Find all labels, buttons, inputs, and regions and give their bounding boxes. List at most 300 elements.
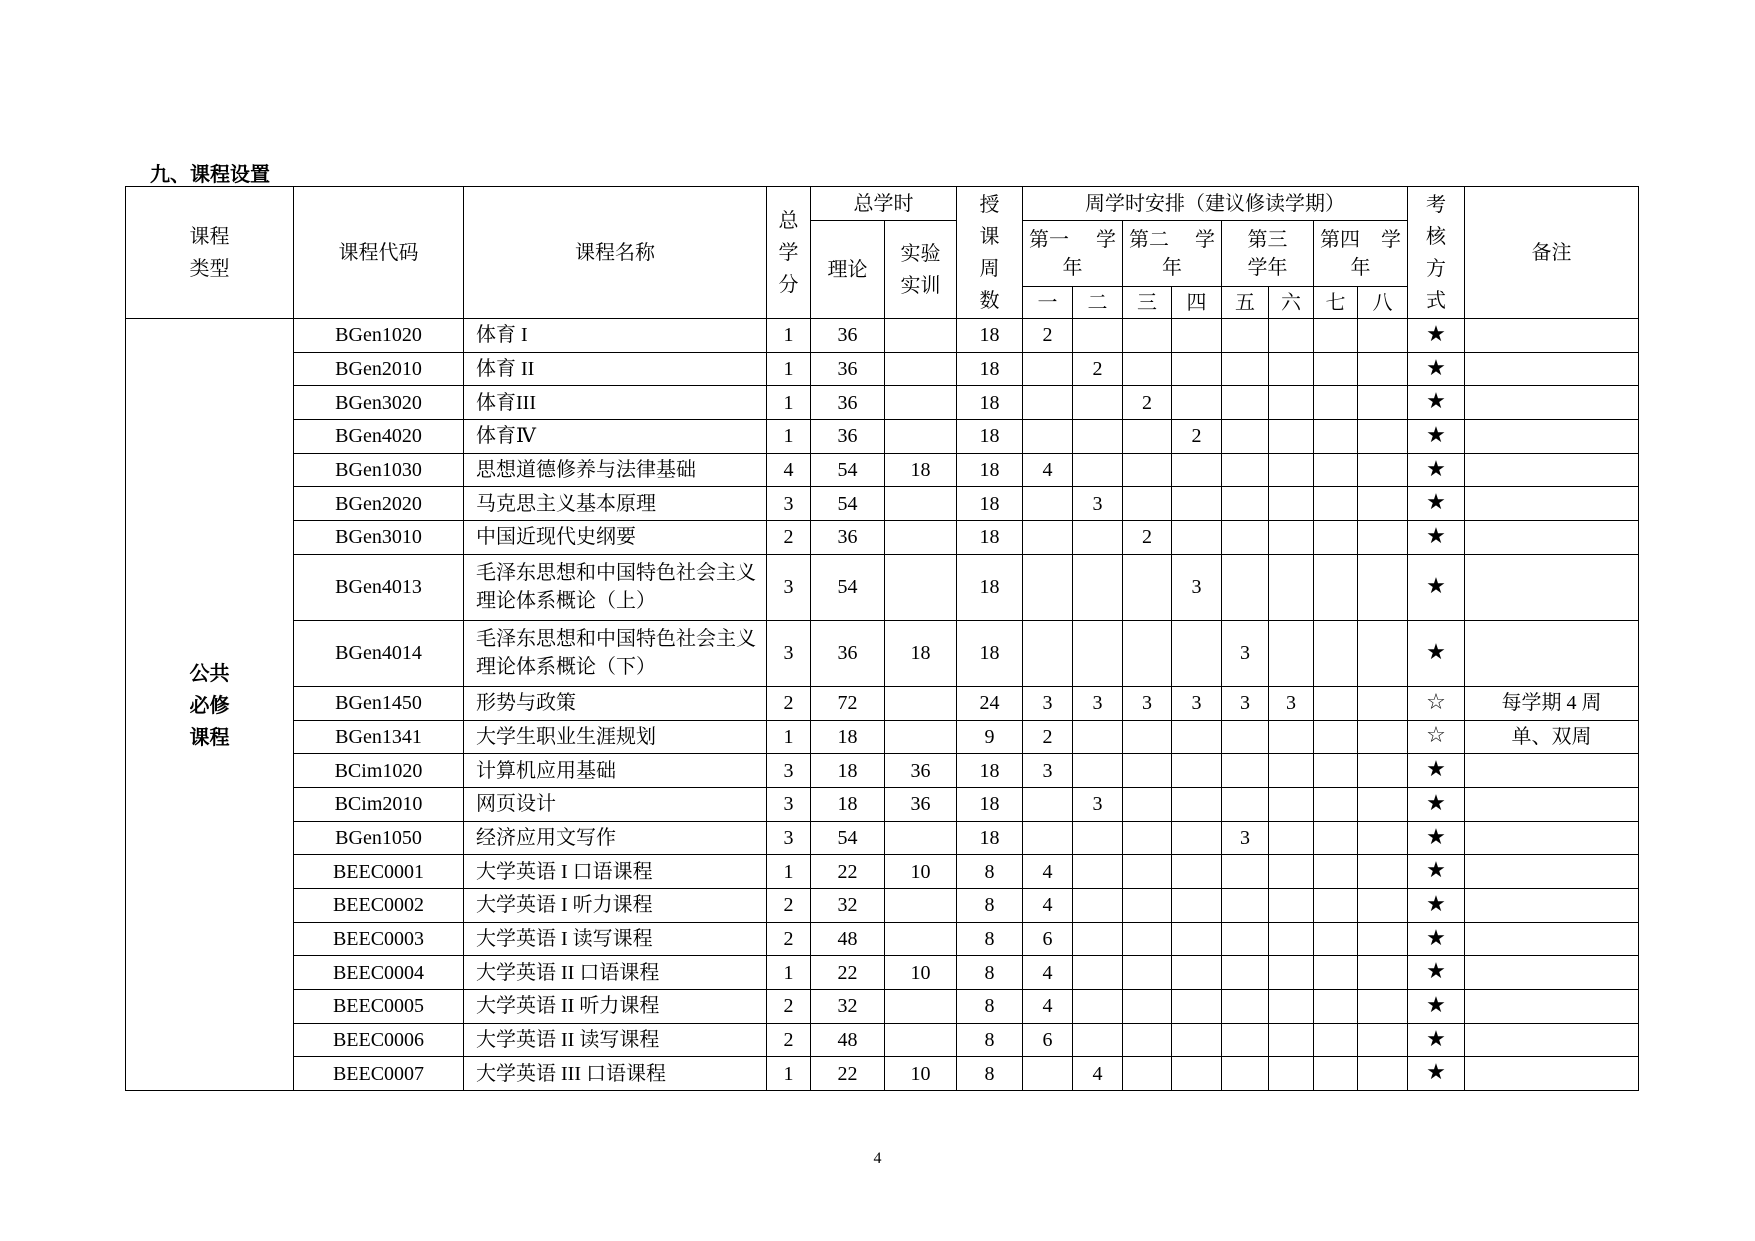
semester-hours	[1123, 319, 1172, 353]
course-practice-hours	[885, 487, 957, 521]
semester-hours	[1269, 554, 1314, 620]
semester-hours	[1172, 319, 1222, 353]
course-weeks: 18	[957, 352, 1023, 386]
page-number: 4	[873, 1150, 882, 1167]
course-remark	[1465, 521, 1639, 555]
course-weeks: 18	[957, 787, 1023, 821]
semester-hours	[1358, 888, 1408, 922]
course-remark	[1465, 990, 1639, 1024]
course-name: 大学英语 II 读写课程	[464, 1023, 767, 1057]
course-table	[125, 186, 1639, 1091]
table-row	[126, 787, 1639, 821]
course-practice-hours: 10	[885, 855, 957, 889]
assessment-mark: ★	[1408, 754, 1465, 788]
semester-hours	[1172, 855, 1222, 889]
semester-hours	[1314, 855, 1358, 889]
assessment-mark: ★	[1408, 1057, 1465, 1091]
course-weeks: 18	[957, 821, 1023, 855]
semester-hours	[1222, 521, 1269, 555]
table-row	[126, 319, 1639, 353]
header-year-3: 第三 学年	[1222, 221, 1314, 287]
course-practice-hours: 18	[885, 453, 957, 487]
semester-hours	[1172, 821, 1222, 855]
semester-hours	[1269, 420, 1314, 454]
course-remark	[1465, 787, 1639, 821]
semester-hours	[1073, 319, 1123, 353]
course-credits: 1	[767, 352, 811, 386]
header-semester: 三	[1123, 287, 1172, 319]
course-remark	[1465, 319, 1639, 353]
semester-hours	[1358, 855, 1408, 889]
semester-hours: 4	[1023, 453, 1073, 487]
course-credits: 1	[767, 855, 811, 889]
table-row	[126, 686, 1639, 720]
course-theory-hours: 54	[811, 821, 885, 855]
course-weeks: 8	[957, 990, 1023, 1024]
header-total-hours: 总学时	[811, 187, 957, 221]
course-practice-hours	[885, 888, 957, 922]
semester-hours	[1123, 1057, 1172, 1091]
semester-hours	[1123, 554, 1172, 620]
course-credits: 3	[767, 754, 811, 788]
course-code: BEEC0002	[294, 888, 464, 922]
course-weeks: 18	[957, 420, 1023, 454]
course-credits: 2	[767, 888, 811, 922]
header-semester: 五	[1222, 287, 1269, 319]
semester-hours	[1269, 821, 1314, 855]
table-row	[126, 352, 1639, 386]
course-name: 大学英语 II 听力课程	[464, 990, 767, 1024]
semester-hours	[1073, 888, 1123, 922]
semester-hours: 6	[1023, 1023, 1073, 1057]
header-weekly-schedule: 周学时安排（建议修读学期）	[1023, 187, 1408, 221]
semester-hours	[1358, 620, 1408, 686]
course-remark	[1465, 453, 1639, 487]
semester-hours	[1073, 554, 1123, 620]
semester-hours	[1023, 521, 1073, 555]
course-code: BGen4020	[294, 420, 464, 454]
course-theory-hours: 48	[811, 922, 885, 956]
table-body	[126, 319, 1639, 1091]
course-theory-hours: 36	[811, 386, 885, 420]
semester-hours	[1314, 521, 1358, 555]
semester-hours	[1172, 352, 1222, 386]
course-theory-hours: 18	[811, 787, 885, 821]
course-weeks: 8	[957, 1023, 1023, 1057]
semester-hours	[1269, 787, 1314, 821]
course-name: 大学英语 I 听力课程	[464, 888, 767, 922]
semester-hours	[1172, 1023, 1222, 1057]
semester-hours: 6	[1023, 922, 1073, 956]
semester-hours	[1358, 686, 1408, 720]
course-weeks: 18	[957, 620, 1023, 686]
course-weeks: 18	[957, 554, 1023, 620]
course-weeks: 18	[957, 386, 1023, 420]
semester-hours	[1172, 888, 1222, 922]
semester-hours	[1314, 922, 1358, 956]
course-credits: 1	[767, 420, 811, 454]
course-credits: 1	[767, 1057, 811, 1091]
semester-hours: 3	[1123, 686, 1172, 720]
course-credits: 2	[767, 1023, 811, 1057]
semester-hours	[1358, 956, 1408, 990]
header-semester: 七	[1314, 287, 1358, 319]
course-weeks: 18	[957, 453, 1023, 487]
table-row	[126, 487, 1639, 521]
course-name: 毛泽东思想和中国特色社会主义理论体系概论（下）	[464, 620, 767, 686]
semester-hours	[1073, 956, 1123, 990]
course-remark	[1465, 554, 1639, 620]
semester-hours	[1358, 487, 1408, 521]
semester-hours	[1269, 956, 1314, 990]
semester-hours	[1314, 453, 1358, 487]
semester-hours	[1172, 487, 1222, 521]
semester-hours	[1172, 754, 1222, 788]
semester-hours	[1023, 420, 1073, 454]
semester-hours	[1269, 487, 1314, 521]
course-theory-hours: 54	[811, 487, 885, 521]
semester-hours	[1314, 420, 1358, 454]
semester-hours: 2	[1073, 352, 1123, 386]
header-name: 课程名称	[464, 187, 767, 319]
semester-hours	[1172, 990, 1222, 1024]
course-theory-hours: 54	[811, 554, 885, 620]
semester-hours	[1172, 922, 1222, 956]
course-code: BGen1050	[294, 821, 464, 855]
semester-hours	[1269, 922, 1314, 956]
course-code: BGen1020	[294, 319, 464, 353]
semester-hours	[1073, 453, 1123, 487]
course-remark	[1465, 352, 1639, 386]
course-practice-hours	[885, 420, 957, 454]
semester-hours	[1023, 386, 1073, 420]
course-theory-hours: 72	[811, 686, 885, 720]
course-name: 体育 I	[464, 319, 767, 353]
course-theory-hours: 36	[811, 319, 885, 353]
table-row	[126, 754, 1639, 788]
semester-hours	[1358, 720, 1408, 754]
semester-hours	[1172, 386, 1222, 420]
course-remark	[1465, 386, 1639, 420]
semester-hours	[1314, 319, 1358, 353]
semester-hours	[1073, 821, 1123, 855]
header-practice: 实验实训	[885, 221, 957, 319]
assessment-mark: ★	[1408, 855, 1465, 889]
semester-hours	[1358, 1057, 1408, 1091]
semester-hours	[1123, 487, 1172, 521]
semester-hours	[1222, 888, 1269, 922]
header-semester: 八	[1358, 287, 1408, 319]
course-weeks: 18	[957, 521, 1023, 555]
course-remark	[1465, 620, 1639, 686]
course-code: BCim2010	[294, 787, 464, 821]
semester-hours	[1073, 1023, 1123, 1057]
course-name: 大学英语 I 读写课程	[464, 922, 767, 956]
course-practice-hours	[885, 352, 957, 386]
table-header	[126, 187, 1639, 319]
semester-hours	[1172, 720, 1222, 754]
assessment-mark: ☆	[1408, 686, 1465, 720]
semester-hours	[1314, 554, 1358, 620]
semester-hours: 3	[1073, 686, 1123, 720]
course-remark	[1465, 888, 1639, 922]
semester-hours	[1222, 453, 1269, 487]
course-remark	[1465, 1057, 1639, 1091]
course-weeks: 8	[957, 855, 1023, 889]
table-row	[126, 420, 1639, 454]
course-name: 大学英语 III 口语课程	[464, 1057, 767, 1091]
semester-hours	[1123, 420, 1172, 454]
course-theory-hours: 22	[811, 956, 885, 990]
header-theory: 理论	[811, 221, 885, 319]
semester-hours	[1123, 1023, 1172, 1057]
assessment-mark: ★	[1408, 821, 1465, 855]
semester-hours: 3	[1023, 754, 1073, 788]
course-theory-hours: 18	[811, 720, 885, 754]
semester-hours	[1358, 821, 1408, 855]
course-credits: 2	[767, 521, 811, 555]
semester-hours	[1314, 720, 1358, 754]
semester-hours	[1269, 453, 1314, 487]
semester-hours	[1172, 956, 1222, 990]
course-credits: 3	[767, 620, 811, 686]
course-name: 大学生职业生涯规划	[464, 720, 767, 754]
course-weeks: 8	[957, 1057, 1023, 1091]
semester-hours	[1073, 620, 1123, 686]
course-weeks: 18	[957, 319, 1023, 353]
header-year-1: 第一 学 年	[1023, 221, 1123, 287]
semester-hours	[1358, 453, 1408, 487]
course-code: BGen3020	[294, 386, 464, 420]
semester-hours	[1123, 821, 1172, 855]
semester-hours	[1269, 620, 1314, 686]
semester-hours	[1314, 990, 1358, 1024]
semester-hours: 4	[1023, 888, 1073, 922]
table-row	[126, 1057, 1639, 1091]
course-practice-hours: 18	[885, 620, 957, 686]
semester-hours	[1222, 386, 1269, 420]
semester-hours: 2	[1023, 319, 1073, 353]
header-category: 课程类型	[126, 187, 294, 319]
assessment-mark: ★	[1408, 554, 1465, 620]
table-row	[126, 521, 1639, 555]
semester-hours: 3	[1172, 686, 1222, 720]
course-credits: 1	[767, 956, 811, 990]
header-code: 课程代码	[294, 187, 464, 319]
assessment-mark: ★	[1408, 521, 1465, 555]
course-name: 大学英语 I 口语课程	[464, 855, 767, 889]
category-label: 公共必修课程	[189, 660, 230, 749]
course-weeks: 9	[957, 720, 1023, 754]
semester-hours	[1023, 554, 1073, 620]
course-code: BEEC0001	[294, 855, 464, 889]
course-credits: 1	[767, 319, 811, 353]
course-practice-hours	[885, 686, 957, 720]
header-semester: 六	[1269, 287, 1314, 319]
course-remark	[1465, 487, 1639, 521]
semester-hours	[1269, 720, 1314, 754]
course-code: BEEC0007	[294, 1057, 464, 1091]
semester-hours	[1269, 1057, 1314, 1091]
course-credits: 1	[767, 720, 811, 754]
course-credits: 4	[767, 453, 811, 487]
course-remark	[1465, 922, 1639, 956]
table-row	[126, 386, 1639, 420]
course-practice-hours: 10	[885, 956, 957, 990]
assessment-mark: ★	[1408, 386, 1465, 420]
semester-hours	[1222, 990, 1269, 1024]
table-row	[126, 554, 1639, 620]
semester-hours	[1172, 620, 1222, 686]
table-row	[126, 888, 1639, 922]
course-credits: 3	[767, 821, 811, 855]
assessment-mark: ★	[1408, 420, 1465, 454]
course-credits: 2	[767, 686, 811, 720]
course-theory-hours: 32	[811, 888, 885, 922]
course-weeks: 8	[957, 956, 1023, 990]
semester-hours: 2	[1172, 420, 1222, 454]
semester-hours	[1314, 956, 1358, 990]
semester-hours	[1269, 855, 1314, 889]
semester-hours	[1222, 487, 1269, 521]
course-theory-hours: 22	[811, 1057, 885, 1091]
semester-hours	[1222, 420, 1269, 454]
table-row	[126, 956, 1639, 990]
semester-hours	[1023, 1057, 1073, 1091]
semester-hours: 3	[1222, 821, 1269, 855]
course-code: BEEC0006	[294, 1023, 464, 1057]
table-row	[126, 720, 1639, 754]
semester-hours	[1314, 686, 1358, 720]
semester-hours	[1314, 787, 1358, 821]
assessment-mark: ★	[1408, 487, 1465, 521]
course-code: BGen4013	[294, 554, 464, 620]
course-weeks: 8	[957, 922, 1023, 956]
semester-hours	[1123, 888, 1172, 922]
assessment-mark: ★	[1408, 956, 1465, 990]
course-code: BGen4014	[294, 620, 464, 686]
semester-hours	[1358, 787, 1408, 821]
course-code: BCim1020	[294, 754, 464, 788]
semester-hours	[1222, 352, 1269, 386]
course-weeks: 8	[957, 888, 1023, 922]
semester-hours: 3	[1023, 686, 1073, 720]
semester-hours	[1123, 787, 1172, 821]
course-theory-hours: 18	[811, 754, 885, 788]
semester-hours	[1123, 453, 1172, 487]
semester-hours	[1123, 990, 1172, 1024]
semester-hours	[1172, 521, 1222, 555]
semester-hours	[1023, 620, 1073, 686]
course-code: BGen3010	[294, 521, 464, 555]
semester-hours: 4	[1023, 956, 1073, 990]
semester-hours	[1123, 855, 1172, 889]
semester-hours	[1222, 855, 1269, 889]
course-remark	[1465, 956, 1639, 990]
semester-hours: 3	[1073, 487, 1123, 521]
course-theory-hours: 36	[811, 352, 885, 386]
semester-hours	[1269, 754, 1314, 788]
semester-hours: 3	[1222, 686, 1269, 720]
semester-hours	[1358, 386, 1408, 420]
semester-hours	[1023, 352, 1073, 386]
semester-hours	[1023, 487, 1073, 521]
semester-hours	[1358, 521, 1408, 555]
course-weeks: 24	[957, 686, 1023, 720]
semester-hours	[1073, 420, 1123, 454]
semester-hours	[1314, 754, 1358, 788]
course-name: 体育Ⅳ	[464, 420, 767, 454]
semester-hours	[1269, 1023, 1314, 1057]
semester-hours	[1222, 720, 1269, 754]
semester-hours: 4	[1073, 1057, 1123, 1091]
section-title: 九、课程设置	[150, 162, 270, 186]
course-practice-hours	[885, 821, 957, 855]
semester-hours	[1269, 990, 1314, 1024]
semester-hours	[1269, 319, 1314, 353]
course-theory-hours: 36	[811, 620, 885, 686]
header-semester: 一	[1023, 287, 1073, 319]
assessment-mark: ★	[1408, 620, 1465, 686]
course-name: 形势与政策	[464, 686, 767, 720]
course-code: BGen1341	[294, 720, 464, 754]
semester-hours	[1222, 787, 1269, 821]
semester-hours	[1314, 821, 1358, 855]
semester-hours	[1358, 352, 1408, 386]
course-name: 网页设计	[464, 787, 767, 821]
header-semester: 二	[1073, 287, 1123, 319]
semester-hours	[1172, 1057, 1222, 1091]
course-code: BEEC0005	[294, 990, 464, 1024]
assessment-mark: ☆	[1408, 720, 1465, 754]
semester-hours	[1222, 754, 1269, 788]
course-credits: 3	[767, 487, 811, 521]
course-remark: 单、双周	[1465, 720, 1639, 754]
course-remark	[1465, 420, 1639, 454]
course-theory-hours: 36	[811, 521, 885, 555]
course-name: 大学英语 II 口语课程	[464, 956, 767, 990]
course-practice-hours	[885, 521, 957, 555]
semester-hours	[1358, 554, 1408, 620]
course-code: BGen1030	[294, 453, 464, 487]
course-theory-hours: 22	[811, 855, 885, 889]
semester-hours	[1222, 554, 1269, 620]
table-row	[126, 990, 1639, 1024]
semester-hours	[1269, 352, 1314, 386]
semester-hours	[1123, 754, 1172, 788]
header-weeks: 授课周数	[957, 187, 1023, 319]
course-practice-hours	[885, 1023, 957, 1057]
header-year-4: 第四 学 年	[1314, 221, 1408, 287]
semester-hours	[1222, 1023, 1269, 1057]
course-remark	[1465, 855, 1639, 889]
course-remark	[1465, 1023, 1639, 1057]
table-row	[126, 620, 1639, 686]
course-practice-hours: 10	[885, 1057, 957, 1091]
course-name: 体育III	[464, 386, 767, 420]
semester-hours	[1073, 521, 1123, 555]
semester-hours	[1314, 386, 1358, 420]
header-year-2: 第二 学 年	[1123, 221, 1222, 287]
semester-hours	[1269, 521, 1314, 555]
assessment-mark: ★	[1408, 922, 1465, 956]
semester-hours	[1123, 956, 1172, 990]
semester-hours: 3	[1172, 554, 1222, 620]
semester-hours	[1123, 922, 1172, 956]
course-code: BEEC0004	[294, 956, 464, 990]
assessment-mark: ★	[1408, 1023, 1465, 1057]
category-cell	[126, 319, 294, 1091]
